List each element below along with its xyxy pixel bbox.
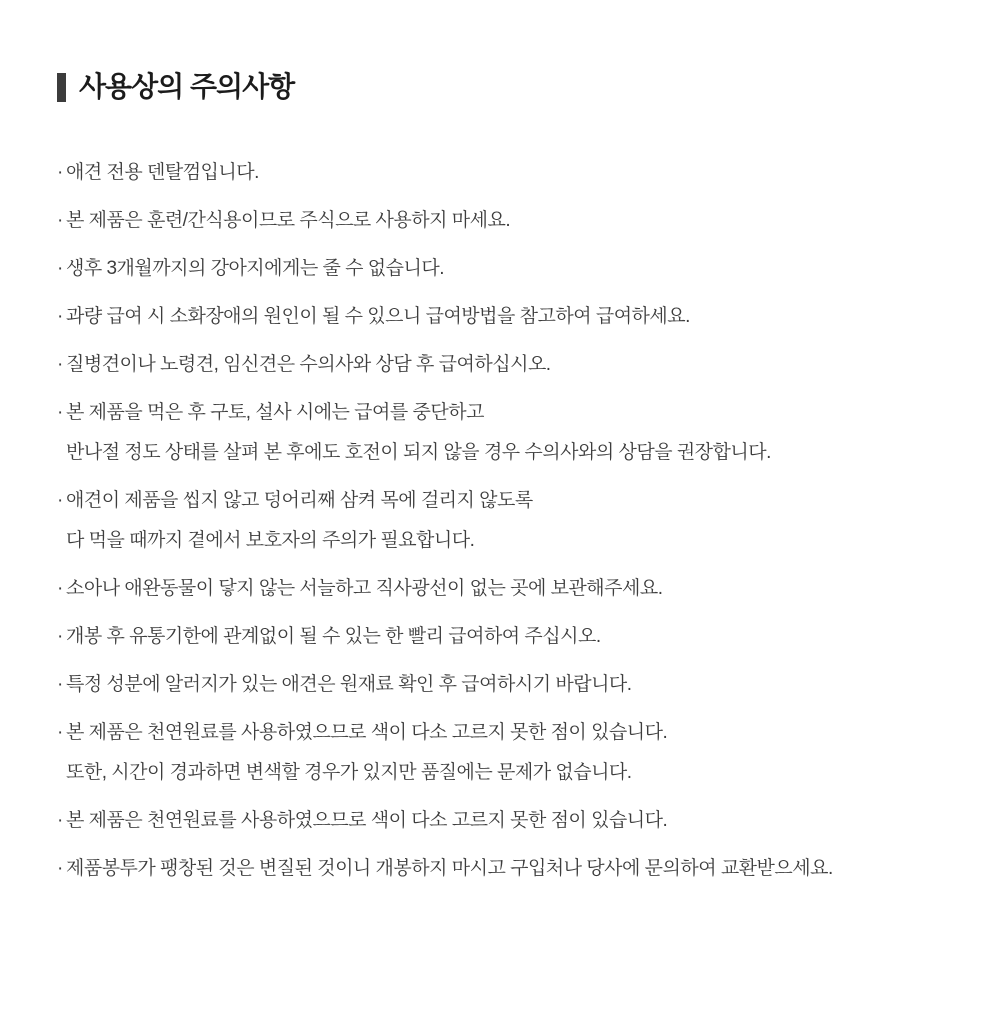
list-item-line [57,256,960,282]
list-item-line [57,304,960,330]
list-item-text: 또한, 시간이 경과하면 변색할 경우가 있지만 품질에는 문제가 없습니다. [66,761,632,783]
list-item-line [57,208,960,234]
list-item [57,624,960,650]
list-item-line [57,624,960,650]
list-item [57,576,960,602]
list-item-line [57,160,960,186]
list-item-text: 애견 전용 덴탈껌입니다. [66,161,259,183]
list-item-text: 본 제품은 천연원료를 사용하였으므로 색이 다소 고르지 못한 점이 있습니다. [66,809,668,831]
list-item [57,304,960,330]
list-item-text: 본 제품은 훈련/간식용이므로 주식으로 사용하지 마세요. [66,209,511,231]
list-item-line [57,352,960,378]
bullet-dot: · [57,577,63,599]
list-item-text: 본 제품을 먹은 후 구토, 설사 시에는 급여를 중단하고 [66,401,484,423]
list-item-line [57,856,960,882]
bullet-dot: · [57,489,63,511]
page-title-text: 사용상의 주의사항 [79,71,295,102]
bullet-dot: · [57,401,63,423]
list-item-line [57,528,960,554]
list-item-line [57,760,960,786]
list-item-line [57,808,960,834]
list-item [57,256,960,282]
title-accent-bar-icon [57,73,66,102]
list-item-text: 질병견이나 노령견, 임신견은 수의사와 상담 후 급여하십시오. [66,353,551,375]
list-item [57,720,960,786]
list-item-line [57,576,960,602]
bullet-dot: · [57,857,63,879]
list-item [57,400,960,466]
list-item-text: 본 제품은 천연원료를 사용하였으므로 색이 다소 고르지 못한 점이 있습니다. [66,721,668,743]
list-item-text: 소아나 애완동물이 닿지 않는 서늘하고 직사광선이 없는 곳에 보관해주세요. [66,577,663,599]
bullet-dot: · [57,305,63,327]
list-item-text: 애견이 제품을 씹지 않고 덩어리째 삼켜 목에 걸리지 않도록 [66,489,533,511]
bullet-dot: · [57,809,63,831]
bullet-dot: · [57,625,63,647]
list-item-line [57,672,960,698]
bullet-dot: · [57,209,63,231]
list-item [57,160,960,186]
list-item-line [57,720,960,746]
list-item [57,808,960,834]
list-item [57,856,960,882]
bullet-dot: · [57,257,63,279]
bullet-dot: · [57,353,63,375]
bullet-dot: · [57,673,63,695]
list-item-text: 개봉 후 유통기한에 관계없이 될 수 있는 한 빨리 급여하여 주십시오. [66,625,601,647]
list-item-line [57,488,960,514]
list-item [57,672,960,698]
list-item-text: 다 먹을 때까지 곁에서 보호자의 주의가 필요합니다. [66,529,475,551]
bullet-dot: · [57,721,63,743]
list-item [57,488,960,554]
precaution-list [57,160,960,882]
list-item-text: 특정 성분에 알러지가 있는 애견은 원재료 확인 후 급여하시기 바랍니다. [66,673,632,695]
bullet-dot: · [57,161,63,183]
list-item-line [57,400,960,426]
page-title [57,72,960,103]
list-item-text: 반나절 정도 상태를 살펴 본 후에도 호전이 되지 않을 경우 수의사와의 상담을 권장합니다. [66,441,771,463]
list-item-line [57,440,960,466]
list-item-text: 과량 급여 시 소화장애의 원인이 될 수 있으니 급여방법을 참고하여 급여하세요. [66,305,690,327]
list-item [57,208,960,234]
list-item-text: 생후 3개월까지의 강아지에게는 줄 수 없습니다. [66,257,444,279]
list-item-text: 제품봉투가 팽창된 것은 변질된 것이니 개봉하지 마시고 구입처나 당사에 문의하여 교환받으세요. [66,857,833,879]
list-item [57,352,960,378]
